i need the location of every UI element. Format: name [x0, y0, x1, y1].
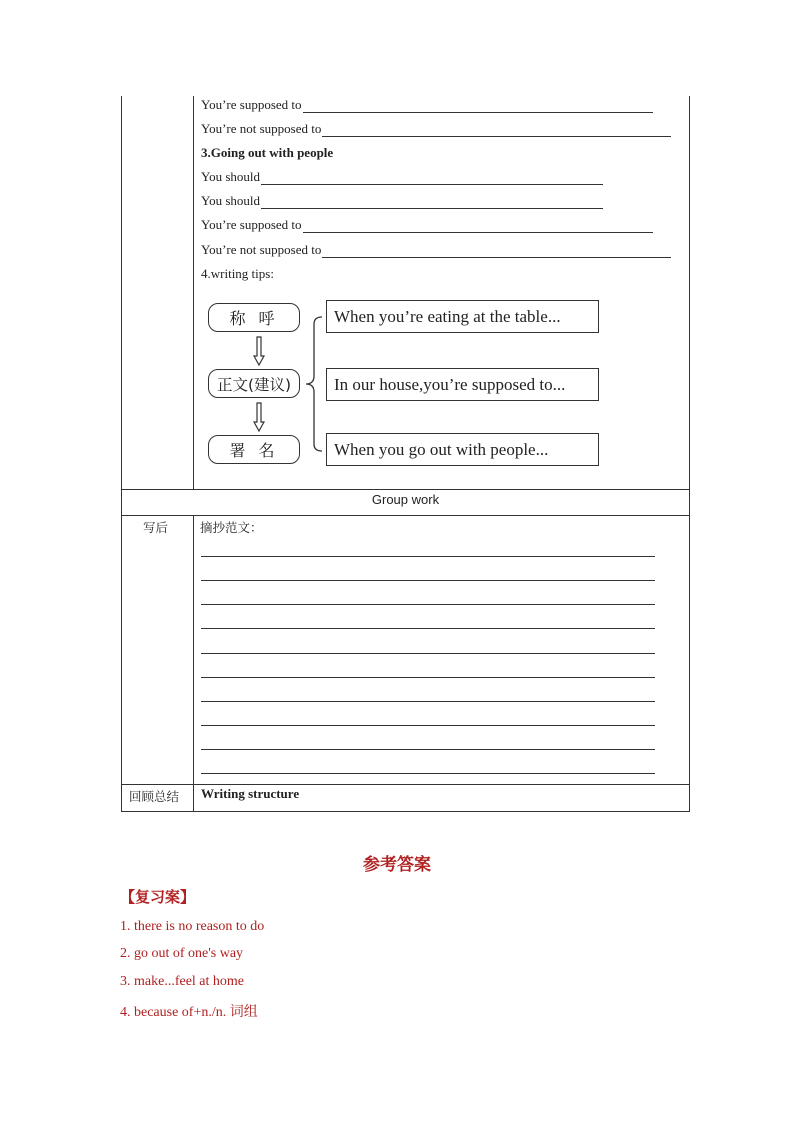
fill-line-label: You should	[201, 169, 261, 184]
fill-line-label: You’re not supposed to	[201, 121, 322, 136]
answer-blank[interactable]	[322, 124, 671, 137]
writing-line[interactable]	[201, 653, 655, 654]
group-work-label: Group work	[371, 492, 440, 507]
writing-line[interactable]	[201, 773, 655, 774]
tip-box-house: In our house,you’re supposed to...	[326, 368, 599, 401]
tip-box-eating: When you’re eating at the table...	[326, 300, 599, 333]
fill-line-supposed	[201, 217, 653, 233]
column-divider-top	[193, 96, 194, 489]
answer-blank[interactable]	[303, 220, 653, 233]
fill-line-supposed	[201, 97, 653, 113]
row-divider-group-work-bottom	[121, 515, 690, 516]
writing-line[interactable]	[201, 749, 655, 750]
answer-blank[interactable]	[303, 100, 653, 113]
down-arrow-icon	[253, 336, 265, 366]
answers-section-head: 【复习案】	[120, 888, 196, 906]
writing-line[interactable]	[201, 604, 655, 605]
fill-line-label: You should	[201, 193, 261, 208]
review-content: Writing structure	[201, 786, 300, 801]
table-left-border	[121, 96, 122, 812]
review-summary-label: 回顾总结	[129, 789, 180, 804]
writing-line[interactable]	[201, 677, 655, 678]
column-divider-bottom	[193, 515, 194, 812]
fill-line-should	[201, 169, 603, 185]
writing-tips-heading: 4.writing tips:	[201, 266, 274, 281]
answer-blank[interactable]	[261, 196, 603, 209]
answer-item: 3. make...feel at home	[120, 974, 245, 989]
answer-item: 2. go out of one's way	[120, 946, 244, 961]
copy-sample-prompt: 摘抄范文：	[200, 520, 263, 535]
writing-line[interactable]	[201, 580, 655, 581]
down-arrow-icon	[253, 402, 265, 432]
answer-item: 1. there is no reason to do	[120, 919, 265, 934]
section-heading-going-out: 3.Going out with people	[201, 145, 334, 160]
writing-line[interactable]	[201, 701, 655, 702]
fill-line-label: You’re supposed to	[201, 97, 302, 112]
writing-line[interactable]	[201, 725, 655, 726]
writing-line[interactable]	[201, 556, 655, 557]
node-greeting: 称 呼	[208, 303, 300, 332]
row-divider-review	[121, 784, 690, 785]
after-writing-label: 写后	[143, 520, 169, 535]
fill-line-label: You’re supposed to	[201, 217, 302, 232]
answers-title: 参考答案	[363, 855, 431, 875]
node-body-advice: 正文(建议)	[208, 369, 300, 398]
fill-line-should	[201, 193, 603, 209]
fill-line-not-supposed	[201, 242, 671, 258]
node-signature: 署 名	[208, 435, 300, 464]
writing-line[interactable]	[201, 628, 655, 629]
answer-blank[interactable]	[261, 172, 603, 185]
bracket-connector	[300, 314, 324, 454]
table-right-border	[689, 96, 690, 812]
fill-line-label: You’re not supposed to	[201, 242, 322, 257]
tip-box-going-out: When you go out with people...	[326, 433, 599, 466]
fill-line-not-supposed	[201, 121, 671, 137]
row-divider-group-work-top	[121, 489, 690, 490]
answer-item: 4. because of+n./n. 词组	[120, 1005, 258, 1020]
table-bottom-border	[121, 811, 690, 812]
answer-blank[interactable]	[322, 245, 671, 258]
